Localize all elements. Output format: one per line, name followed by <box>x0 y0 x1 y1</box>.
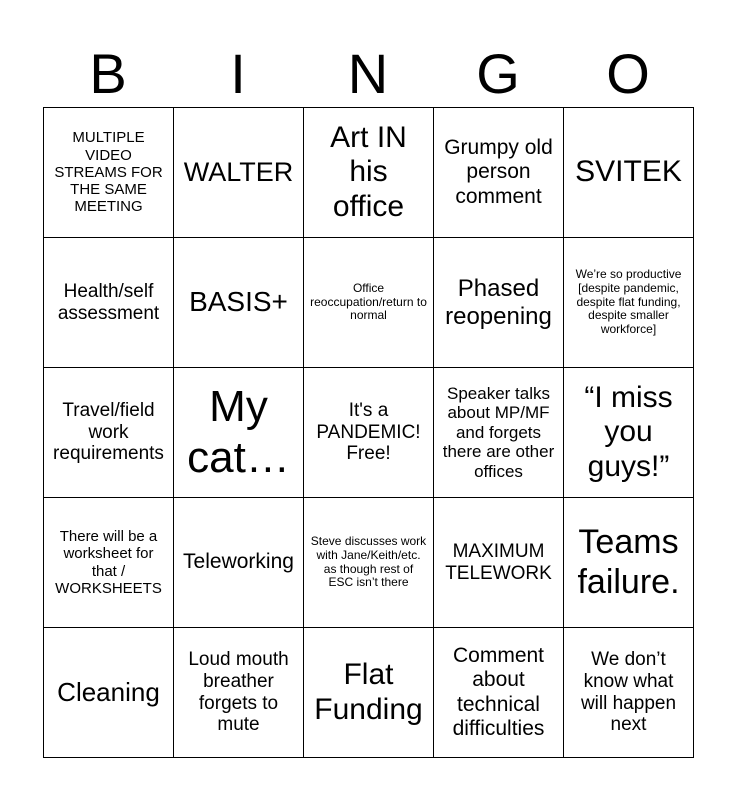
header-letter-g: G <box>476 42 520 105</box>
board-row-5 <box>44 628 694 758</box>
board-row-1 <box>44 108 694 238</box>
board-row-4 <box>44 498 694 628</box>
bingo-cell[interactable]: We don’t know what will happen next <box>564 628 694 758</box>
bingo-cell[interactable]: Comment about technical difficulties <box>434 628 564 758</box>
bingo-cell[interactable]: It's a PANDEMIC! Free! <box>304 368 434 498</box>
bingo-cell[interactable]: WALTER <box>174 108 304 238</box>
bingo-cell[interactable]: Office reoccupation/return to normal <box>304 238 434 368</box>
board-row-2 <box>44 238 694 368</box>
bingo-cell[interactable]: “I miss you guys!” <box>564 368 694 498</box>
bingo-cell[interactable]: Cleaning <box>44 628 174 758</box>
bingo-cell[interactable]: Phased reopening <box>434 238 564 368</box>
header-letter-i: I <box>230 42 246 105</box>
bingo-cell[interactable]: My cat… <box>174 368 304 498</box>
bingo-cell[interactable]: Travel/field work requirements <box>44 368 174 498</box>
bingo-cell[interactable]: SVITEK <box>564 108 694 238</box>
bingo-cell[interactable]: MAXIMUM TELEWORK <box>434 498 564 628</box>
bingo-cell[interactable]: BASIS+ <box>174 238 304 368</box>
board-row-3 <box>44 368 694 498</box>
bingo-cell[interactable]: Teams failure. <box>564 498 694 628</box>
bingo-cell[interactable]: Speaker talks about MP/MF and forgets there are other offices <box>434 368 564 498</box>
bingo-cell[interactable]: Steve discusses work with Jane/Keith/etc. as though rest of ESC isn’t there <box>304 498 434 628</box>
header-letter-o: O <box>606 42 650 105</box>
bingo-cell[interactable]: We’re so productive [despite pandemic, despite flat funding, despite smaller workforce] <box>564 238 694 368</box>
header-letter-n: N <box>347 42 389 105</box>
bingo-cell[interactable]: There will be a worksheet for that / WORKSHEETS <box>44 498 174 628</box>
bingo-cell[interactable]: Art IN his office <box>304 108 434 238</box>
bingo-cell[interactable]: Health/self assessment <box>44 238 174 368</box>
bingo-cell[interactable]: MULTIPLE VIDEO STREAMS FOR THE SAME MEETING <box>44 108 174 238</box>
header-letter-b: B <box>89 42 127 105</box>
bingo-header <box>43 40 693 108</box>
bingo-cell[interactable]: Flat Funding <box>304 628 434 758</box>
bingo-cell[interactable]: Loud mouth breather forgets to mute <box>174 628 304 758</box>
bingo-board <box>43 107 694 758</box>
bingo-cell[interactable]: Grumpy old person comment <box>434 108 564 238</box>
bingo-cell[interactable]: Teleworking <box>174 498 304 628</box>
